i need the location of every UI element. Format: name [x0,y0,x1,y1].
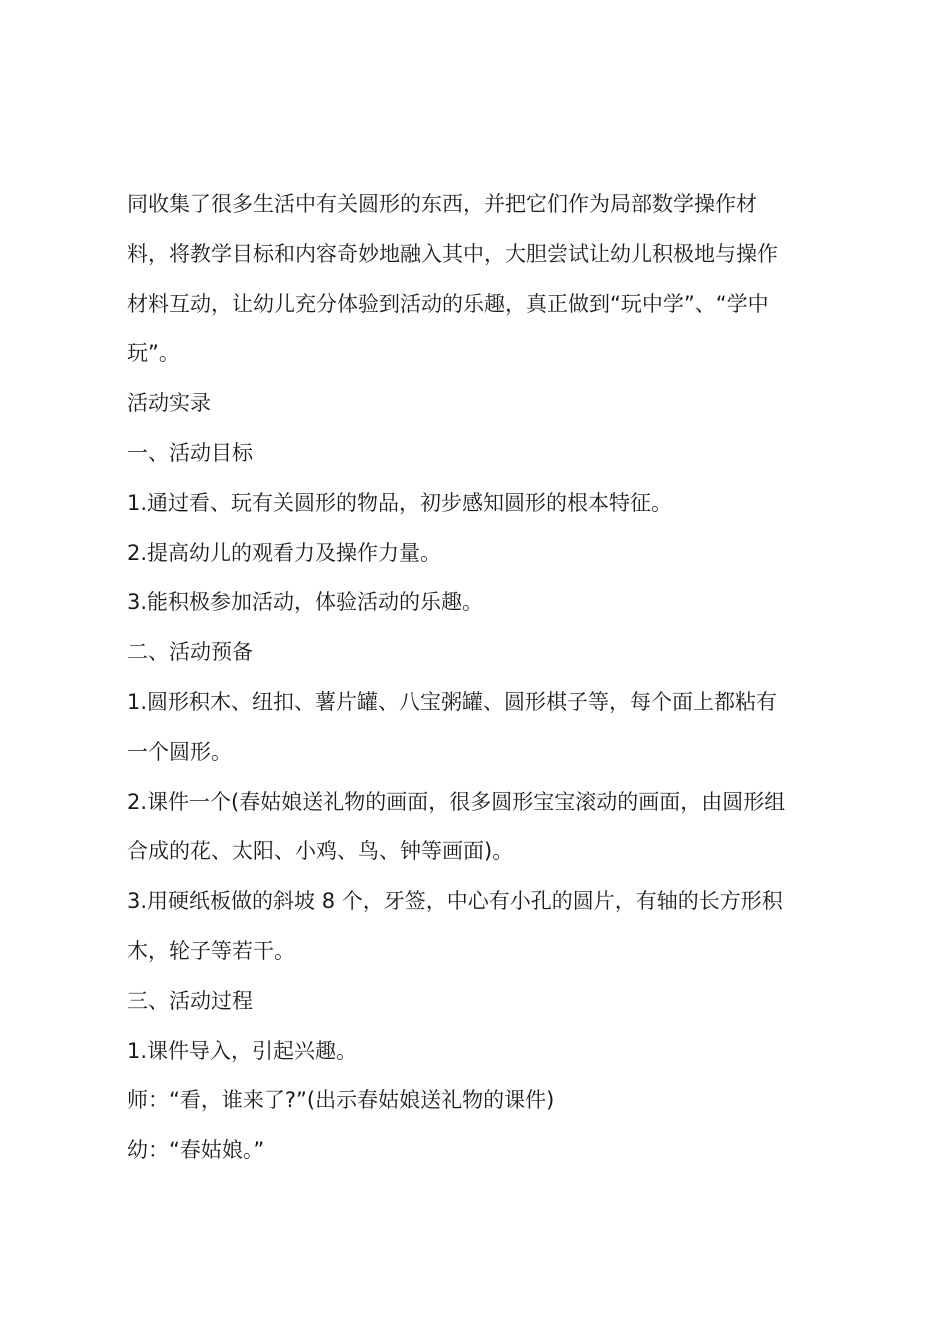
text-line: 材料互动，让幼儿充分体验到活动的乐趣，真正做到“玩中学”、“学中 [127,291,769,316]
section-heading-goals: 一、活动目标 [127,440,253,465]
dialogue-line: 幼：“春姑娘。” [127,1138,265,1163]
text-line: 2.课件一个(春姑娘送礼物的画面，很多圆形宝宝滚动的画面，由圆形组 [127,789,786,814]
text-line: 1.圆形积木、纽扣、薯片罐、八宝粥罐、圆形棋子等，每个面上都粘有 [127,689,778,714]
text-line: 3.用硬纸板做的斜坡 8 个，牙签，中心有小孔的圆片，有轴的长方形积 [127,889,783,914]
text-line: 一个圆形。 [127,739,232,764]
process-item: 1.课件导入，引起兴趣。 [127,1038,358,1063]
dialogue-line: 师：“看，谁来了?”(出示春姑娘送礼物的课件) [127,1088,555,1113]
prep-item [127,877,835,977]
text-line: 木，轮子等若干。 [127,938,295,963]
intro-paragraph [127,180,835,379]
text-line: 合成的花、太阳、小鸡、鸟、钟等画面)。 [127,839,514,864]
goal-item: 1.通过看、玩有关圆形的物品，初步感知圆形的根本特征。 [127,490,673,515]
text-line: 玩”。 [127,341,180,366]
section-heading-process: 三、活动过程 [127,988,253,1013]
prep-item [127,678,835,778]
document-page [127,180,835,1176]
goal-item: 2.提高幼儿的观看力及操作力量。 [127,540,442,565]
section-heading-prep: 二、活动预备 [127,640,253,665]
prep-item [127,778,835,878]
text-line: 同收集了很多生活中有关圆形的东西，并把它们作为局部数学操作材 [127,192,757,216]
goal-item: 3.能积极参加活动，体验活动的乐趣。 [127,590,484,615]
section-heading-record: 活动实录 [127,391,211,416]
text-line: 料，将教学目标和内容奇妙地融入其中，大胆尝试让幼儿积极地与操作 [127,241,778,266]
